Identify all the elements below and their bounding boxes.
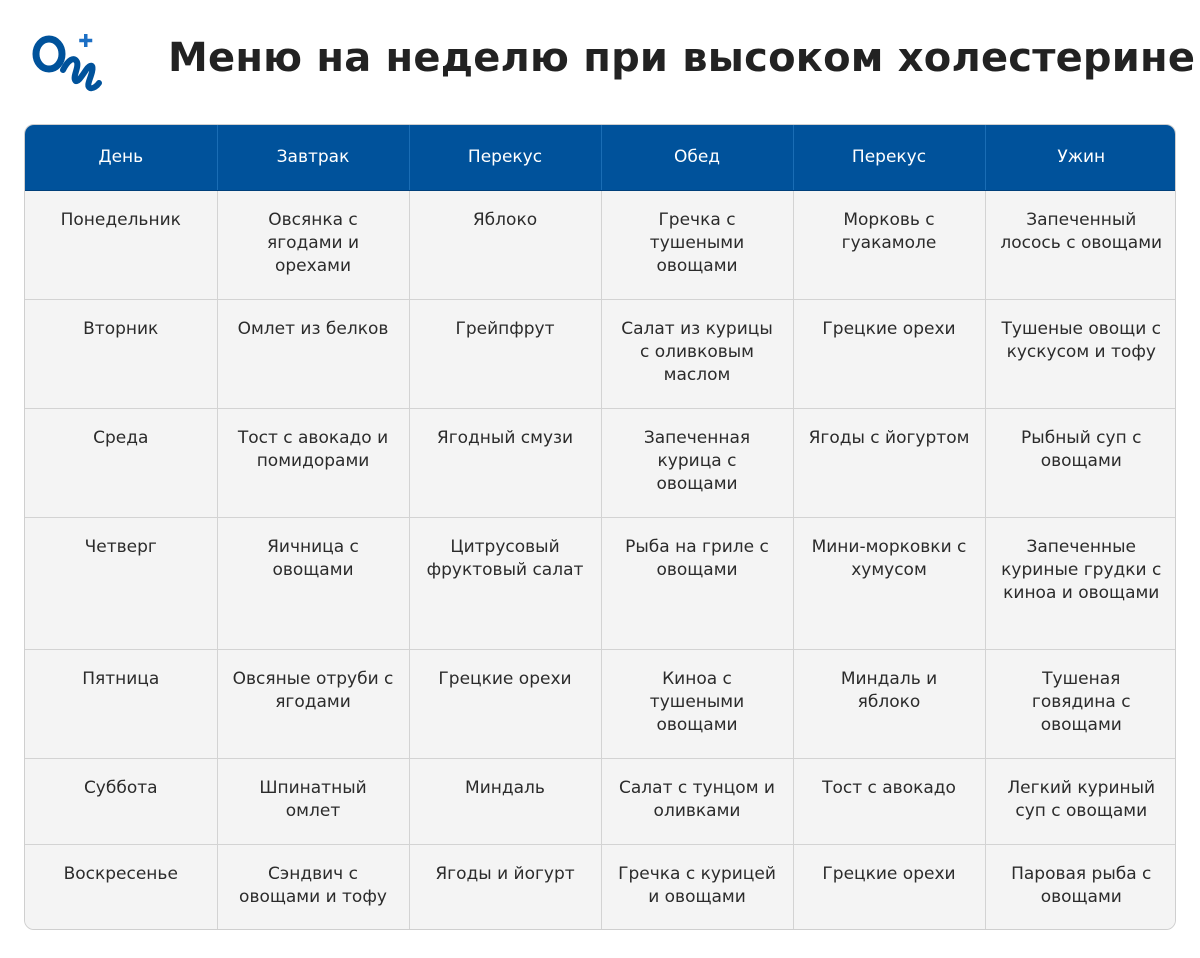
table-cell: Рыбный суп с овощами [985, 408, 1176, 517]
header-snack-2: Перекус [793, 125, 985, 190]
table-row [25, 190, 1176, 299]
table-cell: Гречка с курицей и овощами [601, 844, 793, 930]
table-cell: Морковь с гуакамоле [793, 190, 985, 299]
table-cell: Грецкие орехи [793, 844, 985, 930]
table-cell: Миндаль [409, 758, 601, 844]
table-cell: Четверг [25, 517, 217, 649]
table-cell: Легкий куриный суп с овощами [985, 758, 1176, 844]
table-cell: Суббота [25, 758, 217, 844]
menu-table [24, 124, 1176, 930]
table-cell: Тушеные овощи с кускусом и тофу [985, 299, 1176, 408]
table-cell: Ягоды с йогуртом [793, 408, 985, 517]
table-cell: Гречка с тушеными овощами [601, 190, 793, 299]
table-row [25, 758, 1176, 844]
table-cell: Мини-морковки с хумусом [793, 517, 985, 649]
table-cell: Запеченный лосось с овощами [985, 190, 1176, 299]
table-cell: Тушеная говядина с овощами [985, 649, 1176, 758]
table-cell: Тост с авокадо [793, 758, 985, 844]
onclinic-logo-icon [30, 26, 106, 98]
table-cell: Рыба на гриле с овощами [601, 517, 793, 649]
table-cell: Миндаль и яблоко [793, 649, 985, 758]
table-cell: Запеченная курица с овощами [601, 408, 793, 517]
table-cell: Грецкие орехи [409, 649, 601, 758]
table-cell: Сэндвич с овощами и тофу [217, 844, 409, 930]
table-cell: Ягоды и йогурт [409, 844, 601, 930]
table-row [25, 844, 1176, 930]
table-cell: Цитрусовый фруктовый салат [409, 517, 601, 649]
table-cell: Грецкие орехи [793, 299, 985, 408]
table-row [25, 517, 1176, 649]
table-cell: Вторник [25, 299, 217, 408]
header-day: День [25, 125, 217, 190]
page-title: Меню на неделю при высоком холестерине [168, 35, 1196, 81]
table-cell: Шпинатный омлет [217, 758, 409, 844]
brand-logo[interactable] [30, 26, 106, 98]
table-cell: Тост с авокадо и помидорами [217, 408, 409, 517]
table-cell: Пятница [25, 649, 217, 758]
table-header-row [25, 125, 1176, 190]
table-cell: Ягодный смузи [409, 408, 601, 517]
table-cell: Воскресенье [25, 844, 217, 930]
header-lunch: Обед [601, 125, 793, 190]
table-cell: Яблоко [409, 190, 601, 299]
table-cell: Салат из курицы с оливковым маслом [601, 299, 793, 408]
table-cell: Понедельник [25, 190, 217, 299]
table-row [25, 649, 1176, 758]
table-row [25, 408, 1176, 517]
table-cell: Киноа с тушеными овощами [601, 649, 793, 758]
table-cell: Запеченные куриные грудки с киноа и овощами [985, 517, 1176, 649]
table-cell: Яичница с овощами [217, 517, 409, 649]
header-breakfast: Завтрак [217, 125, 409, 190]
table-row [25, 299, 1176, 408]
table-cell: Омлет из белков [217, 299, 409, 408]
table-cell: Овсянка с ягодами и орехами [217, 190, 409, 299]
table-cell: Паровая рыба с овощами [985, 844, 1176, 930]
table-cell: Среда [25, 408, 217, 517]
table-cell: Салат с тунцом и оливками [601, 758, 793, 844]
table-cell: Грейпфрут [409, 299, 601, 408]
header-dinner: Ужин [985, 125, 1176, 190]
table-cell: Овсяные отруби с ягодами [217, 649, 409, 758]
header-snack-1: Перекус [409, 125, 601, 190]
